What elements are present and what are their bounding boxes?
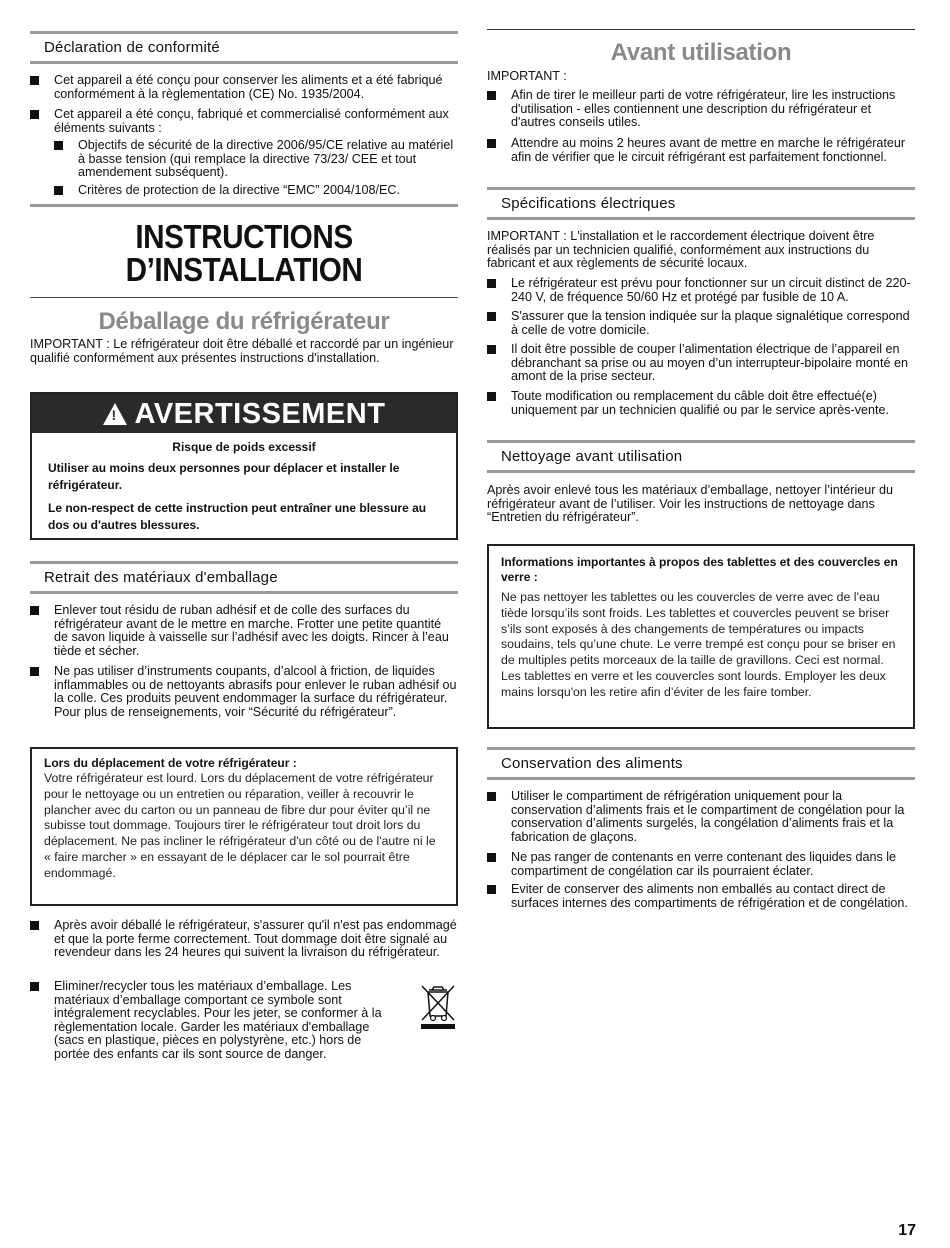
moving-box-text: Votre réfrigérateur est lourd. Lors du déplacement de votre réfrigérateur pour le nettoyage ou un entretien ou réparation, veiller à recouvrir le plancher avec du carton ou un panneau de fibre dur pour éviter qu’il ne subisse tout dommage. Toujours tirer le réfrigérateur tout droit lors du déplacement. Ne pas incliner le réfrigérateur d'un côté ou de l'autre ni le « faire marcher » en essayant de le déplacer car le sol pourrait être endommagé. [44, 771, 436, 880]
bullet-icon [30, 606, 39, 615]
glass-box-text: Ne pas nettoyer les tablettes ou les couvercles de verre avec de l’eau tiède lorsqu’ils sont froids. Les tablettes et couvercles peuvent se briser s’ils sont exposés à des changements de températures ou impacts soudains, tels qu’une chute. Le verre trempé est conçu pour se briser en de multiples petits morceaux de la taille de gravillons. Ceci est normal. Les tablettes en verre et les couvercles sont lourds. Employer les deux mains lorsqu'on les retire afin d’éviter de les faire tomber. [501, 590, 896, 699]
electrical-heading: Spécifications électriques [501, 195, 676, 212]
list-item: Toute modification ou remplacement du câble doit être effectué(e) uniquement par un technicien qualifié ou par le service après-vente. [487, 390, 915, 417]
list-item: Objectifs de sécurité de la directive 2006/95/CE relative au matériel à basse tension (qui remplace la directive 73/23/ CEE et tout amendement subséquent). [30, 139, 458, 180]
bullet-icon [54, 186, 63, 195]
install-title-line-1: INSTRUCTIONS [135, 218, 353, 255]
moving-info-box [30, 747, 458, 906]
glass-info-box [487, 544, 915, 729]
cleaning-section-header [487, 440, 915, 473]
bullet-icon [487, 139, 496, 148]
list-item: Le réfrigérateur est prévu pour fonctionner sur un circuit distinct de 220-240 V, de fréquence 50/60 Hz et protégé par fusible de 10 A. [487, 277, 915, 304]
warning-text-2: Le non-respect de cette instruction peut entraîner une blessure au dos ou d'autres blessures. [48, 501, 427, 532]
moving-box-title: Lors du déplacement de votre réfrigérateur : [44, 756, 297, 770]
electrical-section-header [487, 187, 915, 220]
divider [30, 204, 458, 207]
cleaning-heading: Nettoyage avant utilisation [501, 448, 683, 465]
crossed-bin-icon [418, 984, 458, 1030]
food-heading: Conservation des aliments [501, 755, 683, 772]
list-item: Ne pas utiliser d’instruments coupants, d’alcool à friction, de liquides inflammables ou de nettoyants abrasifs pour enlever le ruban adhésif ou la colle. Ces produits peuvent endommager la surface du réfrigérateur. Pour plus de renseignements, voir “Sécurité du réfrigérateur”. [30, 665, 458, 719]
list-item: Cet appareil a été conçu, fabriqué et commercialisé conformément aux éléments suivants : [30, 108, 458, 135]
page-number: 17 [898, 1222, 916, 1239]
bullet-icon [487, 279, 496, 288]
list-item: Critères de protection de la directive “EMC” 2004/108/EC. [30, 184, 458, 198]
install-title-line-2: D’INSTALLATION [125, 251, 363, 288]
warning-label: AVERTISSEMENT [134, 398, 386, 430]
bullet-icon [487, 885, 496, 894]
list-item: Cet appareil a été conçu pour conserver les aliments et a été fabriqué conformément à la règlementation (CE) No. 1935/2004. [30, 74, 458, 101]
bullet-icon [487, 392, 496, 401]
declaration-section-header [30, 31, 458, 64]
glass-box-title: Informations importantes à propos des tablettes et des couvercles en verre : [501, 555, 898, 584]
bullet-icon [30, 110, 39, 119]
bullet-icon [54, 141, 63, 150]
warning-risk: Risque de poids excessif [172, 440, 316, 454]
electrical-intro: IMPORTANT : L'installation et le raccordement électrique doivent être réalisés par un technicien qualifié, conformément aux instructions du fabricant et aux règlements de sécurité locaux. [487, 229, 875, 271]
bullet-icon [30, 921, 39, 930]
list-item: Enlever tout résidu de ruban adhésif et de colle des surfaces du réfrigérateur avant de le mettre en marche. Frotter une petite quantité de savon liquide à vaisselle sur l’adhésif avec les doigts. Rincer à l’eau tiède et sécher. [30, 604, 458, 658]
list-item: Afin de tirer le meilleur parti de votre réfrigérateur, lire les instructions d'utilisation - elles contiennent une description du réfrigérateur et d'autres conseils utiles. [487, 89, 915, 130]
bullet-icon [487, 91, 496, 100]
bullet-icon [487, 792, 496, 801]
list-item: Après avoir déballé le réfrigérateur, s'assurer qu'il n'est pas endommagé et que la porte ferme correctement. Tout dommage doit être signalé au revendeur dans les 24 heures qui suivent la livraison du réfrigérateur. [30, 919, 458, 960]
bullet-icon [487, 312, 496, 321]
cleaning-text: Après avoir enlevé tous les matériaux d’emballage, nettoyer l’intérieur du réfrigérateur avant de l’utiliser. Voir les instructions de nettoyage dans “Entretien du réfrigérateur”. [487, 483, 894, 525]
unpacking-intro: IMPORTANT : Le réfrigérateur doit être déballé et raccordé par un ingénieur qualifié conformément aux présentes instructions d'installation. [30, 337, 454, 365]
list-item: Ne pas ranger de contenants en verre contenant des liquides dans le compartiment de congélation car ils pourraient éclater. [487, 851, 915, 878]
bullet-icon [487, 853, 496, 862]
divider [487, 29, 915, 30]
declaration-heading: Déclaration de conformité [44, 39, 220, 56]
warning-header [32, 394, 456, 433]
list-item: Attendre au moins 2 heures avant de mettre en marche le réfrigérateur afin de vérifier que le circuit réfrigérant est parfaitement fonctionnel. [487, 137, 915, 164]
bullet-icon [30, 76, 39, 85]
unpacking-heading: Déballage du réfrigérateur [98, 308, 390, 335]
list-item: Il doit être possible de couper l’alimentation électrique de l’appareil en débranchant sa prise ou au moyen d’un interrupteur-bipolaire monté en amont de la prise secteur. [487, 343, 915, 384]
warning-text-1: Utiliser au moins deux personnes pour déplacer et installer le réfrigérateur. [48, 461, 400, 492]
warning-box [30, 392, 458, 540]
divider [30, 297, 458, 298]
before-use-important: IMPORTANT : [487, 69, 567, 83]
before-use-heading: Avant utilisation [610, 39, 792, 66]
list-item: Eliminer/recycler tous les matériaux d’emballage. Les matériaux d’emballage comportant ce symbole sont intégralement recyclables. Pour les jeter, se conformer à la règlementation locale. Garder les matériaux d'emballage (sacs en plastique, pièces en polystyrène, etc.) hors de portée des enfants car ils sont source de danger. [30, 980, 398, 1062]
packaging-section-header [30, 561, 458, 594]
bullet-icon [30, 667, 39, 676]
packaging-heading: Retrait des matériaux d'emballage [44, 569, 278, 586]
list-item: Eviter de conserver des aliments non emballés au contact direct de surfaces internes des compartiments de réfrigération et de congélation. [487, 883, 915, 910]
bullet-icon [30, 982, 39, 991]
food-section-header [487, 747, 915, 780]
bullet-icon [487, 345, 496, 354]
list-item: S'assurer que la tension indiquée sur la plaque signalétique correspond à celle de votre domicile. [487, 310, 915, 337]
warning-icon: ! [103, 403, 127, 425]
list-item: Utiliser le compartiment de réfrigération uniquement pour la conservation d’aliments frais et le compartiment de congélation pour la conservation d’aliments surgelés, la congélation d’aliments frais et la fabrication de glaçons. [487, 790, 915, 844]
